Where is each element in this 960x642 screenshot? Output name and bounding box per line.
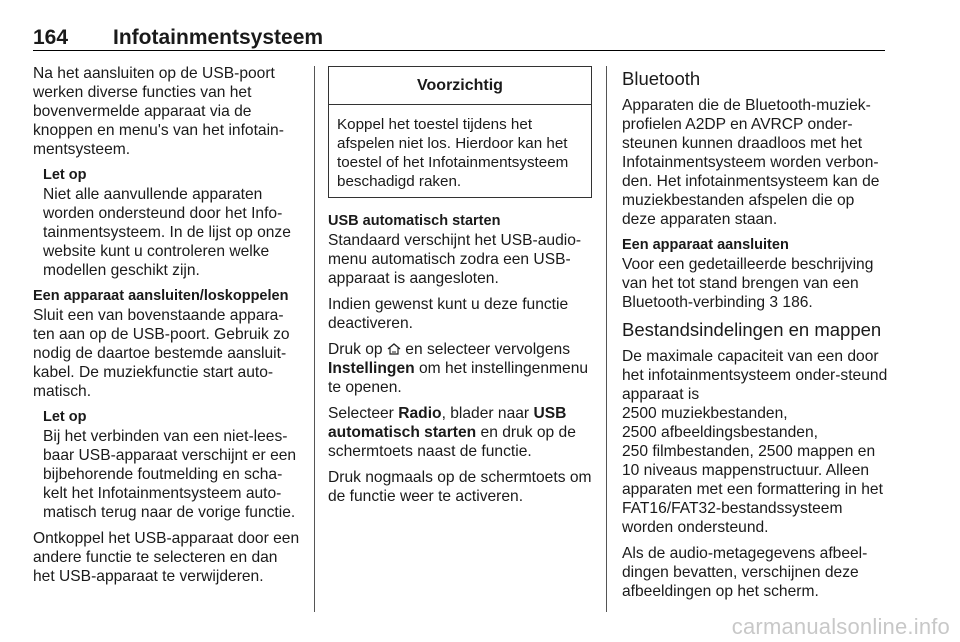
- note-text: Niet alle aanvullende apparaten worden ondersteund door het Info-tainmentsysteem. In de lijst op onze website kunt u controleren welke modellen geschikt zijn.: [43, 186, 291, 279]
- paragraph: [328, 340, 592, 397]
- watermark: carmanualsonline.info: [731, 614, 950, 639]
- paragraph: Indien gewenst kunt u deze functie deactiveren.: [328, 296, 569, 332]
- section-heading: Een apparaat aansluiten/loskoppelen: [33, 288, 289, 304]
- menu-item-usb-autostart: USB automatisch starten: [328, 405, 567, 441]
- formats-heading: Bestandsindelingen en mappen: [622, 319, 882, 340]
- header-rule: [33, 50, 885, 51]
- text-run: en selecteer vervolgens: [405, 341, 570, 358]
- note-title: Let op: [43, 167, 87, 183]
- column-divider-2: [606, 66, 607, 612]
- note-block: [33, 166, 303, 280]
- menu-item-instellingen: Instellingen: [328, 360, 415, 377]
- section-paragraph: Sluit een van bovenstaande appara-ten aan op de USB-poort. Gebruik zo nodig de daartoe bestemde aansluit-kabel. De muziekfunctie start auto-matisch.: [33, 307, 290, 400]
- paragraph: Als de audio-metagegevens afbeel-dingen bevatten, verschijnen deze afbeeldingen op het scherm.: [622, 545, 868, 600]
- home-icon: [387, 343, 401, 355]
- page-header: [33, 26, 885, 50]
- paragraph: [622, 255, 890, 312]
- menu-item-radio: Radio: [398, 405, 442, 422]
- text-run: Voor een gedetailleerde beschrijving van het tot stand brengen van een Bluetooth-verbinding: [622, 256, 874, 311]
- text-run: om het instellingenmenu te openen.: [328, 360, 589, 396]
- column-2: [328, 64, 592, 513]
- paragraph: [622, 347, 890, 537]
- note-text: Bij het verbinden van een niet-lees-baar USB-apparaat verschijnt er een bijbehorende foutmelding en scha-kelt het Infotainmentsysteem auto-matisch terug naar de vorige functie.: [43, 428, 297, 521]
- text-run: 2500 afbeeldingsbestanden,: [622, 424, 818, 441]
- section-heading: Een apparaat aansluiten: [622, 237, 789, 253]
- note-title: Let op: [43, 409, 87, 425]
- column-3: [622, 64, 890, 608]
- page-number: 164: [33, 26, 69, 49]
- text-run: 250 filmbestanden, 2500 mappen en 10 niveaus mappenstructuur. Alleen apparaten met een formattering in het FAT16/FAT32-bestandssysteem worden ondersteund.: [622, 443, 883, 536]
- text-run: en druk op de schermtoets naast de functie.: [328, 424, 576, 460]
- note-block: [33, 408, 303, 522]
- page-reference: 3 186.: [769, 294, 813, 311]
- text-run: De maximale capaciteit van een door het infotainmentsysteem onder-steund apparaat is: [622, 348, 888, 403]
- caution-body: [329, 105, 591, 197]
- page-title: Infotainmentsysteem: [113, 26, 324, 49]
- bluetooth-heading: Bluetooth: [622, 68, 701, 89]
- text-run: 2500 muziekbestanden,: [622, 405, 788, 422]
- intro-paragraph: Na het aansluiten op de USB-poort werken diverse functies van het bovenvermelde apparaat via de knoppen en menu's van het infotain-mentsysteem.: [33, 65, 284, 158]
- outro-paragraph: Ontkoppel het USB-apparaat door een andere functie te selecteren en dan het USB-apparaat te verwijderen.: [33, 530, 300, 585]
- text-run: Druk op: [328, 341, 383, 358]
- text-run: Selecteer: [328, 405, 394, 422]
- column-divider-1: [314, 66, 315, 612]
- caution-title: Voorzichtig: [329, 67, 591, 105]
- paragraph: Standaard verschijnt het USB-audio-menu automatisch zodra een USB-apparaat is aangesloten.: [328, 232, 582, 287]
- paragraph: [328, 404, 592, 461]
- caution-box: [328, 66, 592, 198]
- paragraph: Apparaten die de Bluetooth-muziek-profielen A2DP en AVRCP onder-steunen kunnen draadloos met het Infotainmentsysteem worden verbon-den. Het infotainmentsysteem kan de muziekbestanden afspelen die op deze apparaten staan.: [622, 97, 880, 228]
- paragraph: Druk nogmaals op de schermtoets om de functie weer te activeren.: [328, 469, 592, 505]
- column-1: [33, 64, 303, 593]
- section-heading: USB automatisch starten: [328, 213, 501, 229]
- caution-text: Koppel het toestel tijdens het afspelen niet los. Hierdoor kan het toestel of het Infotainmentsysteem beschadigd raken.: [337, 116, 569, 190]
- text-run: , blader naar: [441, 405, 530, 422]
